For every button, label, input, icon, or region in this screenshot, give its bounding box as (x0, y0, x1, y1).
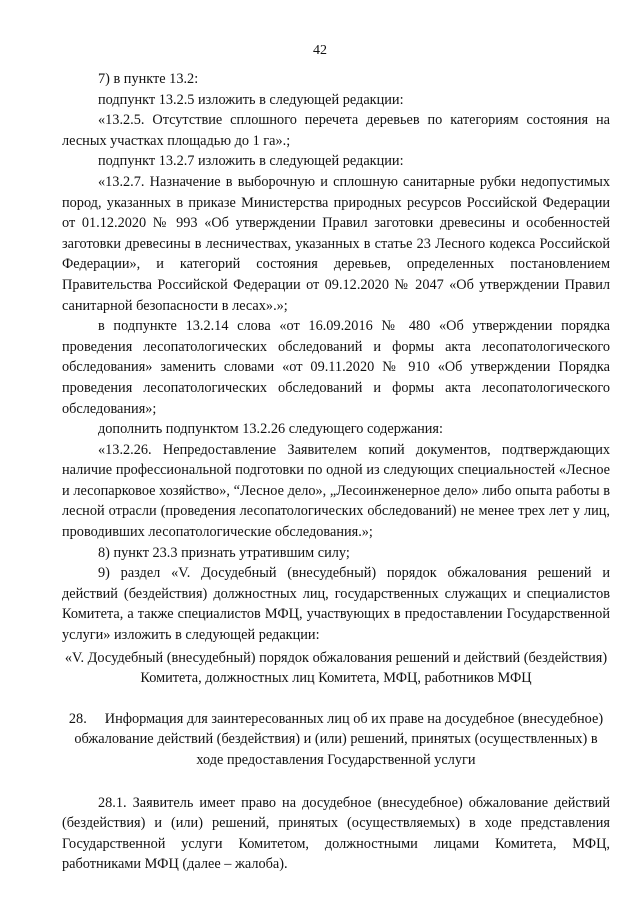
paragraph-13-2-14-change: в подпункте 13.2.14 слова «от 16.09.2016 № 480 «Об утверждении порядка проведения лесопатологических обследований и формы акта лесопатологического обследования» заменить словами «от 09.11.2020 № 910 «Об утверждении Порядка проведения лесопатологических обследований и формы акта лесопатологического обследования»; (62, 318, 610, 417)
paragraph-13-2-26-intro: дополнить подпунктом 13.2.26 следующего содержания: (98, 421, 443, 438)
paragraph-13-2-26-text: «13.2.26. Непредоставление Заявителем копий документов, подтверждающих наличие профессиональной подготовки по одной из следующих специальностей «Лесное и лесопарковое хозяйство», “Лесное дело», „Лесоинженерное дело» либо опыта работы в лесной отрасли (проведения лесопатологических обследований) не менее трех лет у лиц, проводивших лесопатологические обследования.»; (62, 441, 610, 541)
paragraph-28-1: 28.1. Заявитель имеет право на досудебное (внесудебное) обжалование действий (бездействия) и (или) решений, принятых (осуществляемых) в ходе представления Государственной услуги Комитетом, должностными лицами Комитета, МФЦ, работниками МФЦ (далее – жалоба). (62, 794, 610, 873)
section-28-number: 28. (68, 710, 87, 727)
page-number: 42 (313, 43, 327, 58)
section-28-heading (62, 709, 610, 771)
document-body (62, 69, 610, 875)
paragraph-subpoint-13-2-7-intro: подпункт 13.2.7 изложить в следующей редакции: (98, 153, 404, 170)
paragraph-13-2-7-text: «13.2.7. Назначение в выборочную и сплошную санитарные рубки недопустимых пород, указанных в приказе Министерства природных ресурсов Российской Федерации от 01.12.2020 № 993 «Об утверждении Правил заготовки древесины и особенностей заготовки древесины в лесничествах, указанных в статье 23 Лесного кодекса Российской Федерации», и категорий состояния деревьев, определенных постановлением Правительства Российской Федерации от 09.12.2020 № 2047 «Об утверждении Правил санитарной безопасности в лесах».»; (62, 173, 610, 314)
paragraph-item-9: 9) раздел «V. Досудебный (внесудебный) порядок обжалования решений и действий (бездействия) должностных лиц, государственных служащих и специалистов Комитета, а также специалистов МФЦ, участвующих в предоставлении Государственной услуги» изложить в следующей редакции: (62, 565, 610, 644)
section-v-title: «V. Досудебный (внесудебный) порядок обжалования решений и действий (бездействия) Комитета, должностных лиц Комитета, МФЦ, работников МФЦ (64, 649, 608, 687)
paragraph-subpoint-13-2-5-intro: подпункт 13.2.5 изложить в следующей редакции: (98, 91, 404, 108)
paragraph-item-7: 7) в пункте 13.2: (98, 71, 199, 87)
section-28-title: Информация для заинтересованных лиц об их праве на досудебное (внесудебное) обжалование действий (бездействия) и (или) решений, принятых (осуществленных) в ходе предоставления Государственной услуги (74, 710, 604, 768)
paragraph-item-8: 8) пункт 23.3 признать утратившим силу; (98, 544, 350, 561)
paragraph-13-2-5-text: «13.2.5. Отсутствие сплошного перечета деревьев по категориям состояния на лесных участках площадью до 1 га».; (62, 112, 610, 149)
